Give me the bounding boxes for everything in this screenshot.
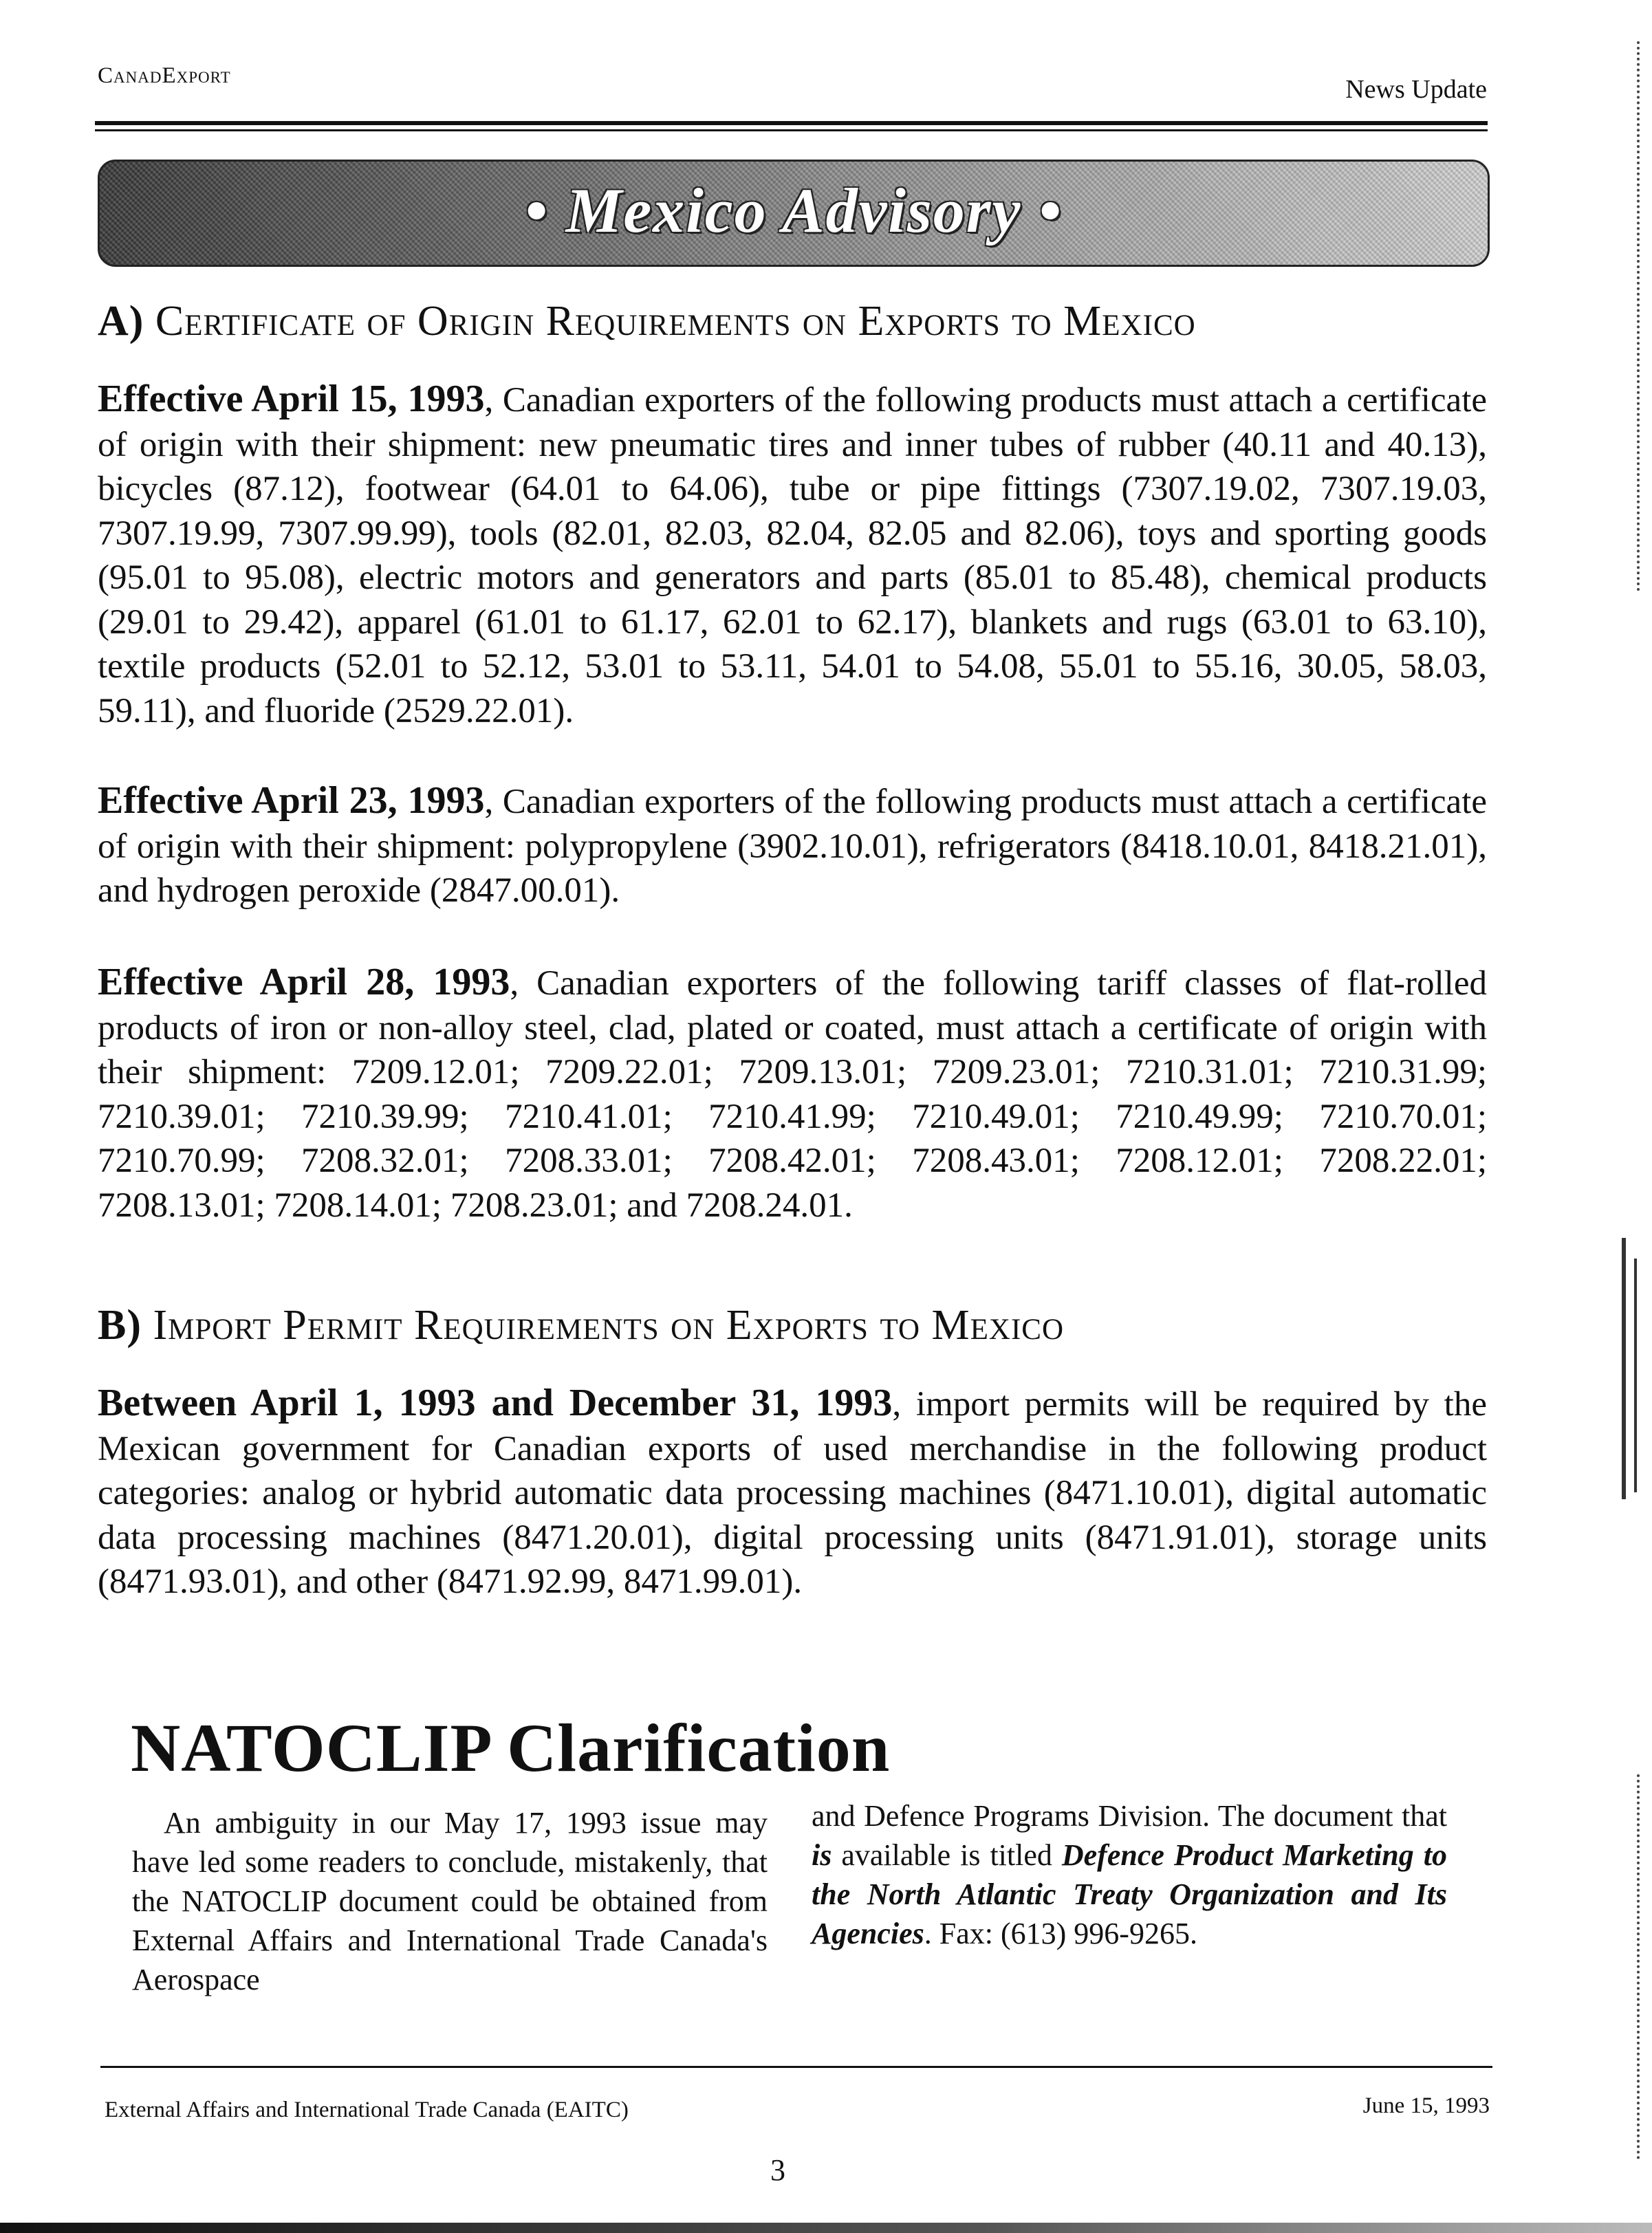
page-number: 3 [770,2153,785,2187]
scan-edge-marks [1634,41,1640,591]
footer-publisher: External Affairs and International Trade Canada (EAITC) [105,2098,629,2122]
paragraph-lead: Effective April 28, 1993 [98,961,510,1003]
footer-rule [100,2066,1492,2068]
natoclip-column-1: An ambiguity in our May 17, 1993 issue may have led some readers to conclude, mistakenly, that the NATOCLIP document could be obtained from External Affairs and International Trade Canada's Aerospace [132,1806,768,1996]
section-b-title: Import Permit Requirements on Exports to Mexico [153,1302,1065,1349]
scan-bottom-edge [0,2223,1652,2233]
scan-bar [1634,1259,1637,1492]
col2-start: and Defence Programs Division. The document that [812,1799,1447,1833]
paragraph-import-permits [98,1381,1487,1604]
paragraph-april-28 [98,960,1487,1228]
section-a-heading [98,297,1196,346]
paragraph-april-23 [98,778,1487,913]
advisory-banner [98,160,1490,267]
publication-name-e: E [162,63,177,88]
section-b-letter: B) [98,1302,142,1349]
paragraph-lead: Between April 1, 1993 and December 31, 1993 [98,1382,893,1424]
paragraph-text: , Canadian exporters of the following products must attach a certificate of origin with their shipment: polypropylene (3902.10.01), refrigerators (8418.10.01, 8418.21.01), and hydrogen peroxide (2847.00.01). [98,783,1487,910]
publication-name [98,63,231,89]
col2-mid: available is titled [832,1838,1062,1872]
paragraph-text: , Canadian exporters of the following tariff classes of flat-rolled products of iron or non-alloy steel, clad, plated or coated, must attach a certificate of origin with their shipment: 7209.12.01; 7209.22.01; 7209.13.01; 7209.23.01; 7210.31.01; 7210.31.99; 7210.39.01; 7210.39.99; 7210.41.01; 7210.41.99; 7210.49.01; 7210.49.99; 7210.70.01; 7210.70.99; 7208.32.01; 7208.33.01; 7208.42.01; 7208.43.01; 7208.12.01; 7208.22.01; 7208.13.01; 7208.14.01; 7208.23.01; and 7208.24.01. [98,964,1487,1225]
section-a-title: Certificate of Origin Requirements on Exports to Mexico [155,298,1196,345]
paragraph-text: , Canadian exporters of the following products must attach a certificate of origin with their shipment: new pneumatic tires and inner tubes of rubber (40.11 and 40.13), bicycles (87.12), footwear (64.01 to 64.06), tube or pipe fittings (7307.19.02, 7307.19.03, 7307.19.99, 7307.99.99), tools (82.01, 82.03, 82.04, 82.05 and 82.06), toys and sporting goods (95.01 to 95.08), electric motors and generators and parts (85.01 to 85.48), chemical products (29.01 to 29.42), apparel (61.01 to 61.17, 62.01 to 62.17), blankets and rugs (63.01 to 63.10), textile products (52.01 to 52.12, 53.01 to 53.11, 54.01 to 54.08, 55.01 to 55.16, 30.05, 58.03, 59.11), and fluoride (2529.22.01). [98,381,1487,730]
section-label: News Update [1345,75,1487,104]
header-rule-thick [95,121,1488,125]
paragraph-lead: Effective April 15, 1993 [98,378,485,420]
footer-date: June 15, 1993 [1362,2093,1490,2118]
col2-is: is [812,1838,832,1872]
natoclip-title: NATOCLIP Clarification [131,1710,891,1786]
section-a-letter: A) [98,298,144,345]
publication-name-c: C [98,63,114,88]
publication-name-xport: xport [176,63,231,88]
header-rule-thin [95,129,1488,131]
paragraph-lead: Effective April 23, 1993 [98,779,485,822]
section-b-heading [98,1301,1064,1350]
publication-name-anad: anad [113,63,162,88]
paragraph-april-15 [98,377,1487,733]
document-title: Defence Product Marketing to the North Atlantic Treaty Organization and Its Agencies [812,1838,1447,1950]
col2-end: . Fax: (613) 996-9265. [924,1917,1197,1950]
scan-bar [1622,1238,1626,1499]
natoclip-column-2 [812,1796,1447,1953]
scan-edge-marks [1634,1774,1640,2159]
banner-title: • Mexico Advisory • [525,175,1063,246]
paragraph-text: , import permits will be required by the Mexican government for Canadian exports of used merchandise in the following product categories: analog or hybrid automatic data processing machines (8471.10.01), digital automatic data processing machines (8471.20.01), digital processing units (8471.91.01), storage units (8471.93.01), and other (8471.92.99, 8471.99.01). [98,1385,1487,1601]
